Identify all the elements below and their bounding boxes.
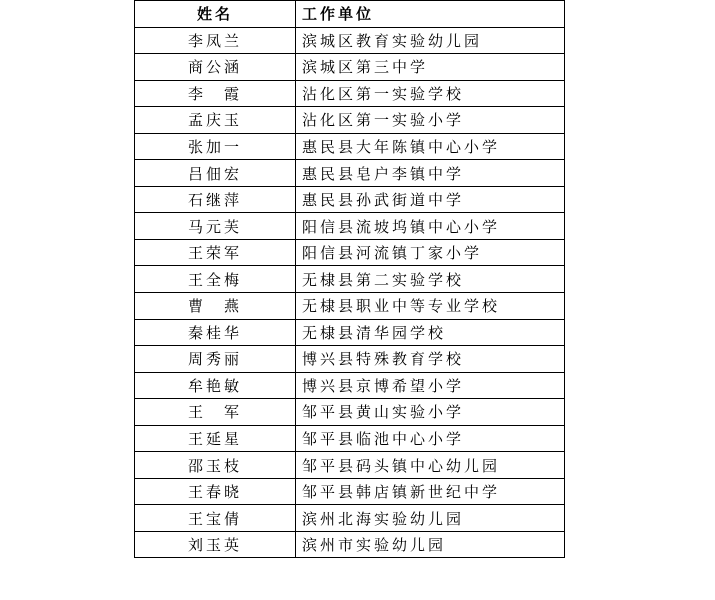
table-row [135, 399, 565, 426]
table-row [135, 107, 565, 134]
name-cell: 李凤兰 [135, 27, 296, 54]
unit-cell: 滨州北海实验幼儿园 [296, 505, 565, 532]
name-cell: 王 军 [135, 399, 296, 426]
table-row [135, 531, 565, 558]
table-row [135, 478, 565, 505]
header-row [135, 1, 565, 28]
unit-cell: 阳信县流坡坞镇中心小学 [296, 213, 565, 240]
unit-cell: 滨城区第三中学 [296, 54, 565, 81]
name-cell: 商公涵 [135, 54, 296, 81]
table-row [135, 293, 565, 320]
unit-cell: 惠民县孙武街道中学 [296, 186, 565, 213]
table-row [135, 80, 565, 107]
table-row [135, 319, 565, 346]
name-cell: 王春晓 [135, 478, 296, 505]
name-cell: 王全梅 [135, 266, 296, 293]
table-row [135, 213, 565, 240]
name-cell: 吕佃宏 [135, 160, 296, 187]
name-cell: 张加一 [135, 133, 296, 160]
name-cell: 周秀丽 [135, 346, 296, 373]
table-row [135, 160, 565, 187]
unit-cell: 无棣县清华园学校 [296, 319, 565, 346]
name-cell: 牟艳敏 [135, 372, 296, 399]
table-row [135, 186, 565, 213]
unit-cell: 惠民县大年陈镇中心小学 [296, 133, 565, 160]
unit-cell: 滨城区教育实验幼儿园 [296, 27, 565, 54]
unit-cell: 沾化区第一实验学校 [296, 80, 565, 107]
unit-column-header: 工作单位 [296, 1, 565, 28]
name-column-header: 姓名 [135, 1, 296, 28]
table-row [135, 133, 565, 160]
name-cell: 石继萍 [135, 186, 296, 213]
table-row [135, 239, 565, 266]
name-cell: 李 霞 [135, 80, 296, 107]
unit-cell: 邹平县临池中心小学 [296, 425, 565, 452]
table-row [135, 505, 565, 532]
name-cell: 邵玉枝 [135, 452, 296, 479]
table-row [135, 27, 565, 54]
name-cell: 秦桂华 [135, 319, 296, 346]
table-row [135, 372, 565, 399]
name-cell: 王荣军 [135, 239, 296, 266]
unit-cell: 滨州市实验幼儿园 [296, 531, 565, 558]
name-cell: 王宝倩 [135, 505, 296, 532]
name-cell: 曹 燕 [135, 293, 296, 320]
unit-cell: 邹平县韩店镇新世纪中学 [296, 478, 565, 505]
unit-cell: 阳信县河流镇丁家小学 [296, 239, 565, 266]
name-cell: 王延星 [135, 425, 296, 452]
name-cell: 马元芙 [135, 213, 296, 240]
roster-sheet [134, 0, 564, 558]
unit-cell: 无棣县第二实验学校 [296, 266, 565, 293]
unit-cell: 博兴县特殊教育学校 [296, 346, 565, 373]
table-row [135, 346, 565, 373]
table-row [135, 425, 565, 452]
unit-cell: 邹平县黄山实验小学 [296, 399, 565, 426]
name-cell: 孟庆玉 [135, 107, 296, 134]
roster-table [134, 0, 565, 558]
unit-cell: 邹平县码头镇中心幼儿园 [296, 452, 565, 479]
unit-cell: 惠民县皂户李镇中学 [296, 160, 565, 187]
unit-cell: 沾化区第一实验小学 [296, 107, 565, 134]
table-row [135, 54, 565, 81]
name-cell: 刘玉英 [135, 531, 296, 558]
table-row [135, 266, 565, 293]
table-row [135, 452, 565, 479]
unit-cell: 无棣县职业中等专业学校 [296, 293, 565, 320]
unit-cell: 博兴县京博希望小学 [296, 372, 565, 399]
